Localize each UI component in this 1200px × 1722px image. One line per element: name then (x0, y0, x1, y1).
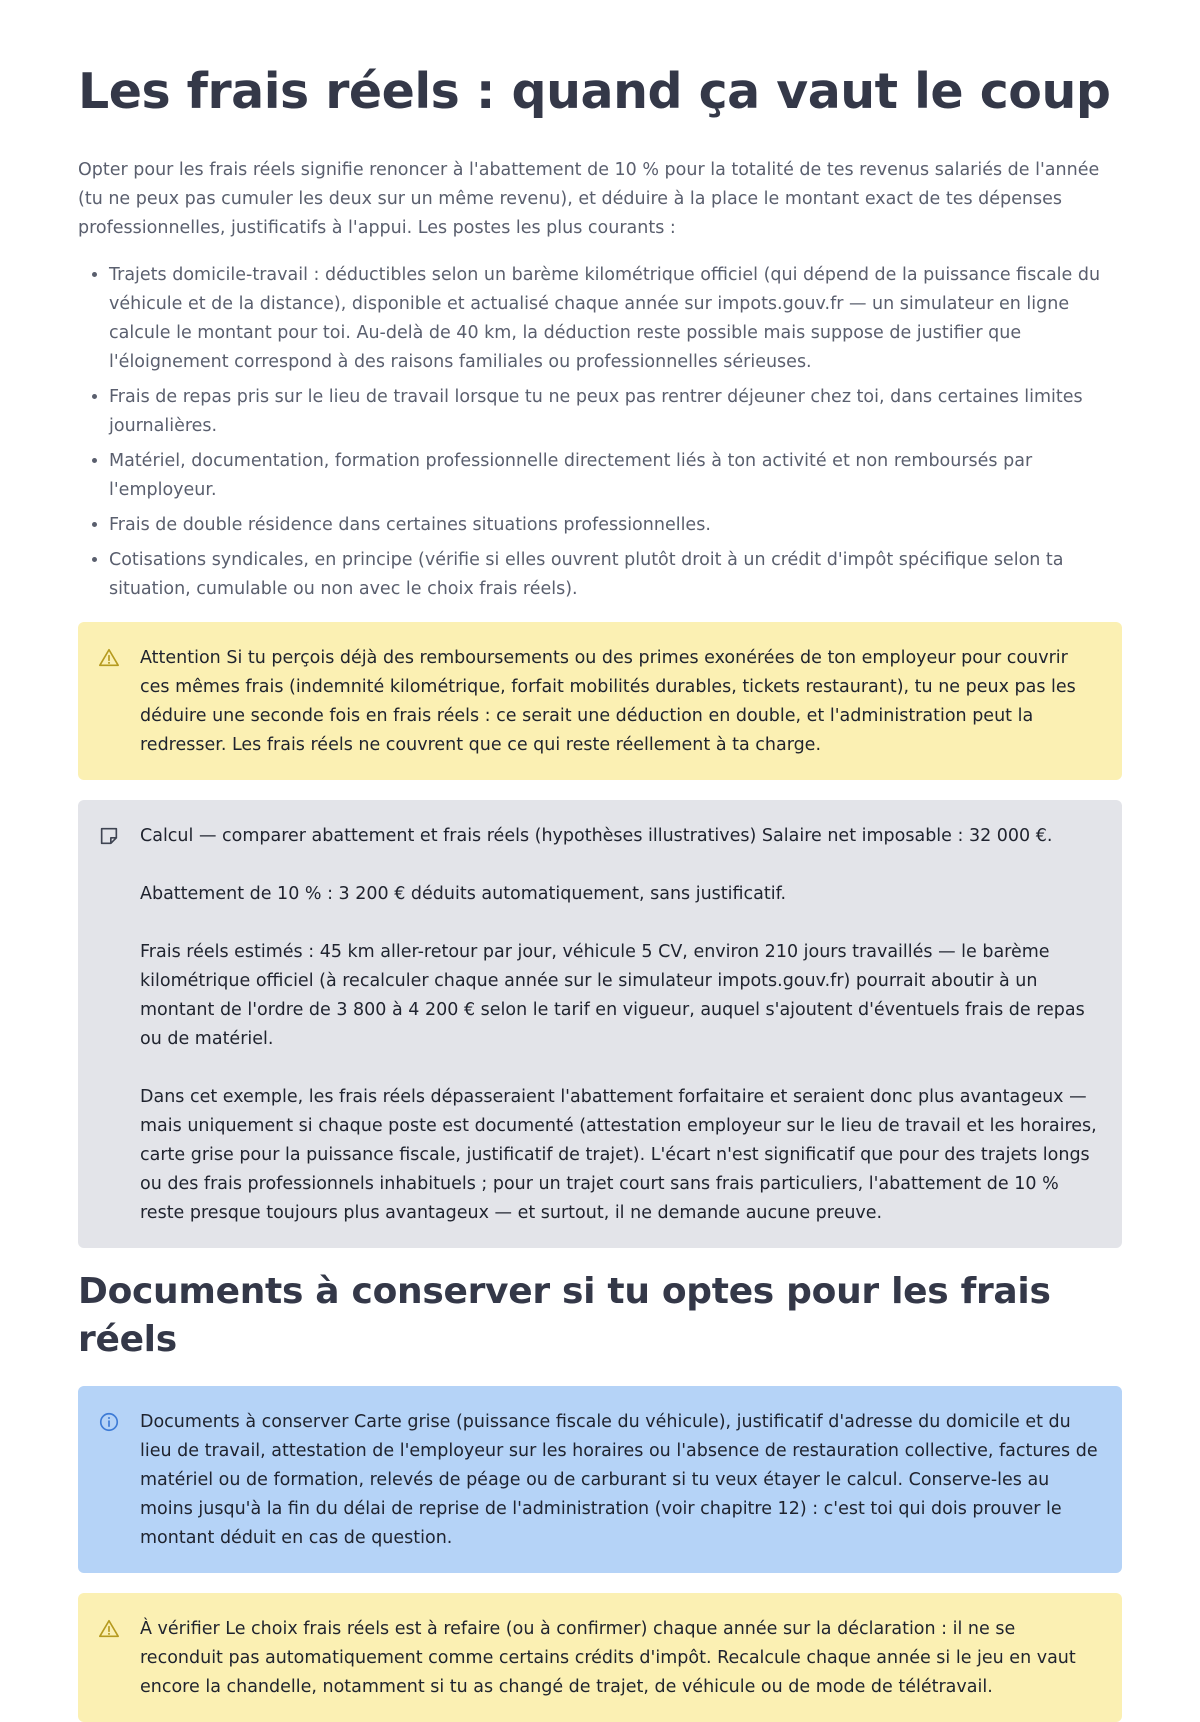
calculation-paragraph: Dans cet exemple, les frais réels dépasseraient l'abattement forfaitaire et seraient donc plus avantageux — mais uniquement si chaque poste est documenté (attestation employeur sur le lieu de travail et les horaires, carte grise pour la puissance fiscale, justificatif de trajet). L'écart n'est significatif que pour des trajets longs ou des frais professionnels inhabituels ; pour un trajet court sans frais particuliers, l'abattement de 10 % reste presque toujours plus avantageux — et surtout, il ne demande aucune preuve. (140, 1087, 1097, 1223)
expense-list (78, 261, 1122, 604)
page-title: Les frais réels : quand ça vaut le coup (78, 63, 1111, 120)
note-icon (98, 825, 120, 847)
calculation-paragraph: Frais réels estimés : 45 km aller-retour par jour, véhicule 5 CV, environ 210 jours travaillés — le barème kilométrique officiel (à recalculer chaque année sur le simulateur impots.gouv.fr) pourrait aboutir à un montant de l'ordre de 3 800 à 4 200 € selon le tarif en vigueur, auquel s'ajoutent d'éventuels frais de repas ou de matériel. (140, 942, 1085, 1049)
documents-callout (78, 1386, 1122, 1573)
warning-icon (98, 1618, 120, 1640)
info-icon (98, 1411, 120, 1433)
calculation-paragraph: Abattement de 10 % : 3 200 € déduits automatiquement, sans justificatif. (140, 884, 787, 904)
list-item: • Cotisations syndicales, en principe (vérifie si elles ouvrent plutôt droit à un crédit d'impôt spécifique selon ta situation, cumulable ou non avec le choix frais réels). (109, 546, 1122, 604)
calculation-paragraph: Calcul — comparer abattement et frais réels (hypothèses illustratives) Salaire net imposable : 32 000 €. (140, 826, 1053, 846)
calculation-callout (78, 800, 1122, 1248)
section-title: Documents à conserver si tu optes pour les frais réels (78, 1271, 1051, 1360)
attention-text: Attention Si tu perçois déjà des remboursements ou des primes exonérées de ton employeur pour couvrir ces mêmes frais (indemnité kilométrique, forfait mobilités durables, tickets restaurant), tu ne peux pas les déduire une seconde fois en frais réels : ce serait une déduction en double, et l'administration peut la redresser. Les frais réels ne couvrent que ce qui reste réellement à ta charge. (140, 648, 1076, 755)
list-item: • Frais de double résidence dans certaines situations professionnelles. (109, 511, 1122, 540)
list-item: • Frais de repas pris sur le lieu de travail lorsque tu ne peux pas rentrer déjeuner chez toi, dans certaines limites journalières. (109, 383, 1122, 441)
documents-text: Documents à conserver Carte grise (puissance fiscale du véhicule), justificatif d'adresse du domicile et du lieu de travail, attestation de l'employeur sur les horaires ou l'absence de restauration collective, factures de matériel ou de formation, relevés de péage ou de carburant si tu veux étayer le calcul. Conserve-les au moins jusqu'à la fin du délai de reprise de l'administration (voir chapitre 12) : c'est toi qui dois prouver le montant déduit en cas de question. (140, 1412, 1098, 1548)
verify-callout (78, 1593, 1122, 1722)
attention-callout (78, 622, 1122, 780)
warning-icon (98, 647, 120, 669)
list-item: • Trajets domicile-travail : déductibles selon un barème kilométrique officiel (qui dépend de la puissance fiscale du véhicule et de la distance), disponible et actualisé chaque année sur impots.gouv.fr — un simulateur en ligne calcule le montant pour toi. Au-delà de 40 km, la déduction reste possible mais suppose de justifier que l'éloignement correspond à des raisons familiales ou professionnelles sérieuses. (109, 261, 1122, 377)
intro-paragraph: Opter pour les frais réels signifie renoncer à l'abattement de 10 % pour la totalité de tes revenus salariés de l'année (tu ne peux pas cumuler les deux sur un même revenu), et déduire à la place le montant exact de tes dépenses professionnelles, justificatifs à l'appui. Les postes les plus courants : (78, 160, 1100, 238)
verify-text: À vérifier Le choix frais réels est à refaire (ou à confirmer) chaque année sur la déclaration : il ne se reconduit pas automatiquement comme certains crédits d'impôt. Recalcule chaque année si le jeu en vaut encore la chandelle, notamment si tu as changé de trajet, de véhicule ou de mode de télétravail. (140, 1619, 1076, 1697)
list-item: • Matériel, documentation, formation professionnelle directement liés à ton activité et non remboursés par l'employeur. (109, 447, 1122, 505)
